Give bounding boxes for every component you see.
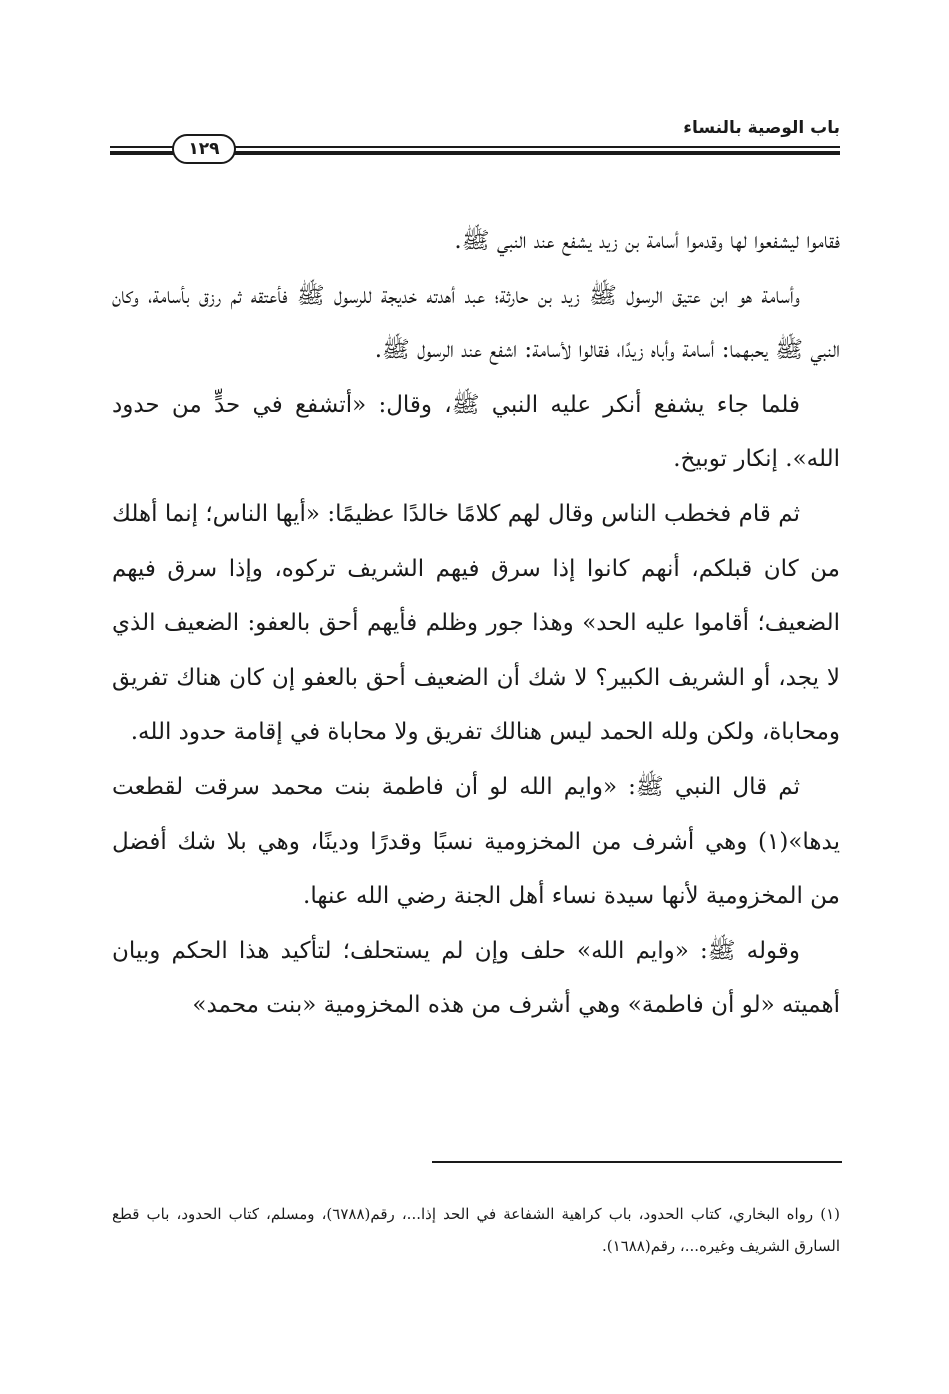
chapter-title: باب الوصية بالنساء — [683, 118, 840, 138]
footnote-1: (١) رواه البخاري، كتاب الحدود، باب كراهية الشفاعة في الحد إذا...، رقم(٦٧٨٨)، ومسلم، كتاب الحدود، باب قطع السارق الشريف وغيره...، رقم(١٦٨٨). — [112, 1205, 840, 1255]
footnotes — [112, 1198, 840, 1262]
paragraph-6: وقوله ﷺ: «وايم الله» حلف وإن لم يستحلف؛ لتأكيد هذا الحكم وبيان أهميته «لو أن فاطمة» وهي أشرف من هذه المخزومية «بنت محمد» — [112, 937, 840, 1019]
footnote-separator — [432, 1161, 842, 1163]
body-text — [112, 214, 840, 1033]
paragraph-5: ثم قال النبي ﷺ: «وايم الله لو أن فاطمة بنت محمد سرقت لقطعت يدها»(١) وهي أشرف من المخزومية نسبًا وقدرًا ودينًا، وهي بلا شك أفضل من المخزومية لأنها سيدة نساء أهل الجنة رضي الله عنها. — [112, 773, 840, 910]
paragraph-2: وأسامة هو ابن عتيق الرسول ﷺ زيد بن حارثة؛ عبد أهدته خديجة للرسول ﷺ فأعتقه ثم رزق بأسامة، وكان النبي ﷺ يحبهما: أسامة وأباه زيدًا، فقالوا لأسامة: اشفع عند الرسول ﷺ. — [112, 282, 840, 364]
paragraph-1: فقاموا ليشفعوا لها وقدموا أسامة بن زيد يشفع عند النبي ﷺ. — [454, 228, 840, 254]
page-header — [110, 118, 840, 178]
page-number-badge: ١٢٩ — [172, 134, 236, 164]
paragraph-4: ثم قام فخطب الناس وقال لهم كلامًا خالدًا عظيمًا: «أيها الناس؛ إنما أهلك من كان قبلكم، أنهم كانوا إذا سرق فيهم الشريف تركوه، وإذا سرق فيهم الضعيف؛ أقاموا عليه الحد» وهذا جور وظلم فأيهم أحق بالعفو: الضعيف الذي لا يجد، أو الشريف الكبير؟ لا شك أن الضعيف أحق بالعفو إن كان هناك تفريق ومحاباة، ولكن ولله الحمد ليس هنالك تفريق ولا محاباة في إقامة حدود الله. — [112, 500, 840, 746]
paragraph-3: فلما جاء يشفع أنكر عليه النبي ﷺ، وقال: «أتشفع في حدٍّ من حدود الله». إنكار توبيخ. — [112, 391, 840, 473]
